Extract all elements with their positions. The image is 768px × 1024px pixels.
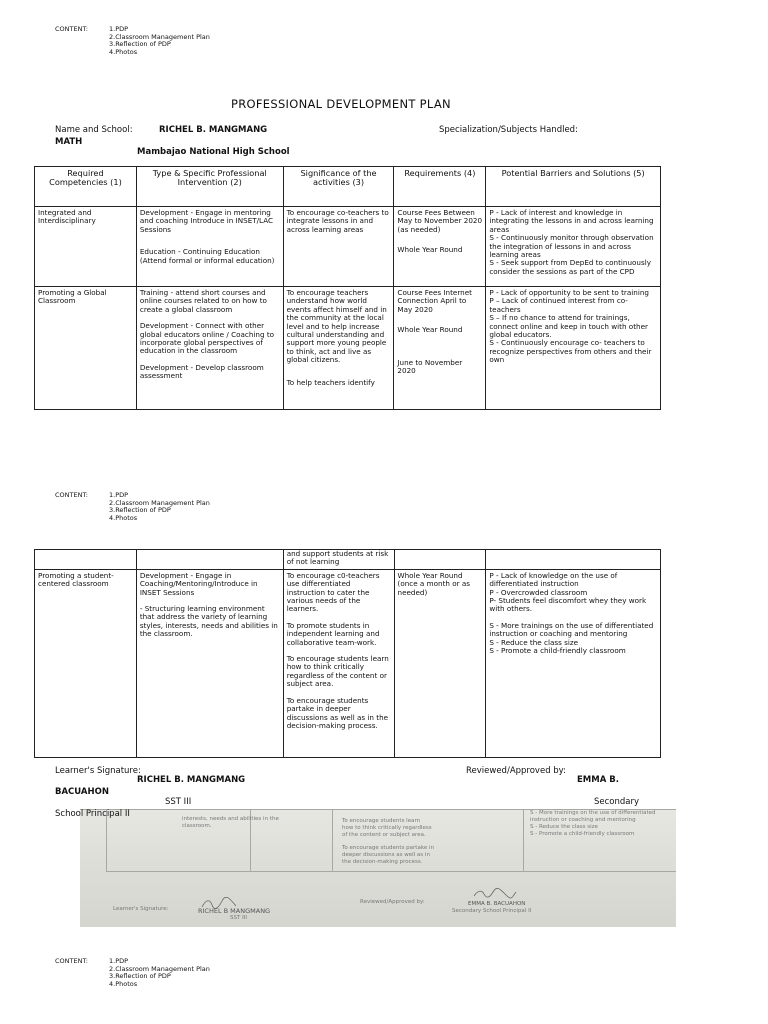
header-barriers: Potential Barriers and Solutions (5) xyxy=(486,167,661,207)
learner-signature-scribble xyxy=(200,897,240,911)
significance-cell: To encourage c0-teachers use differentiated instruction to cater the various needs of the learners. To promote students in independent learning and collaborative team-work. To encourage students learn how to think critically regardless of the content or subject area. To encourage students partake in deeper discussions as well as in the decision-making process. xyxy=(283,569,394,757)
photo-text: S - Promote a child-friendly classroom xyxy=(530,831,635,837)
content-index-middle xyxy=(55,492,275,524)
content-list xyxy=(109,26,210,56)
page-title: PROFESSIONAL DEVELOPMENT PLAN xyxy=(231,97,451,111)
specialization-label: Specialization/Subjects Handled: xyxy=(439,125,578,135)
reviewer-signature-scribble xyxy=(472,887,518,901)
photo-text: of the content or subject area. xyxy=(342,832,426,838)
header-requirements: Requirements (4) xyxy=(394,167,486,207)
content-list xyxy=(109,492,210,522)
barriers-cell: P - Lack of knowledge on the use of differentiated instruction P - Overcrowded classroom P- Students feel discomfort whey they work with others. S - More trainings on the use of differentiated instruction or coaching and mentoring S - Reduce the class size S - Promote a child-friendly classroom xyxy=(486,569,661,757)
reviewer-label: Reviewed/Approved by: xyxy=(466,766,566,776)
significance-cell: To encourage co-teachers to integrate lessons in and across learning areas xyxy=(283,207,394,287)
content-item: 1.PDP xyxy=(109,957,129,965)
photo-text: how to think critically regardless xyxy=(342,825,432,831)
content-item: 4.Photos xyxy=(109,513,138,522)
content-item: 3.Reflection of PDP xyxy=(109,972,171,980)
content-item: 2.Classroom Management Plan xyxy=(109,964,210,973)
intervention-cell: Training - attend short courses and online courses related to on how to create a global classroom Development - Connect with other global educators online / Coaching to incorporate global perspectives of education in the classroom Development - Develop classroom assessment xyxy=(136,287,283,410)
content-item: 4.Photos xyxy=(109,47,138,56)
photo-text: To encourage students partake in xyxy=(342,845,434,851)
learner-name: RICHEL B. MANGMANG xyxy=(137,775,246,785)
content-item: 3.Reflection of PDP xyxy=(109,40,171,48)
content-list xyxy=(109,958,210,988)
requirements-cell: Course Fees Internet Connection April to May 2020 Whole Year Round June to November 2020 xyxy=(394,287,486,410)
content-label: CONTENT: xyxy=(55,25,88,33)
content-index-bottom xyxy=(55,958,275,990)
document-photo xyxy=(80,809,676,927)
content-item: 2.Classroom Management Plan xyxy=(109,498,210,507)
photo-text: the decision-making process. xyxy=(342,859,423,865)
reviewer-name-1: EMMA B. xyxy=(577,775,619,785)
name-label: Name and School: xyxy=(55,125,133,135)
photo-learner-title: SST III xyxy=(230,915,247,921)
reviewer-title-1: Secondary xyxy=(594,797,640,807)
significance-cell: To encourage teachers understand how world events affect himself and in the community at the local level and to help increase cultural understanding and support more young people to think, act and live as global citizens. To help teachers identify xyxy=(283,287,394,410)
competency-cell: Integrated and Interdisciplinary xyxy=(35,207,137,287)
photo-text: S - More trainings on the use of differentiated xyxy=(530,810,656,816)
competency-cell: Promoting a student-centered classroom xyxy=(35,569,137,757)
header-significance: Significance of the activities (3) xyxy=(283,167,394,207)
content-item: 3.Reflection of PDP xyxy=(109,506,171,514)
content-item: 1.PDP xyxy=(109,491,129,499)
content-item: 4.Photos xyxy=(109,979,138,988)
content-label: CONTENT: xyxy=(55,957,88,965)
photo-text: classroom. xyxy=(182,823,212,829)
learner-signature-label: Learner's Signature: xyxy=(55,766,141,776)
photo-text: S - Reduce the class size xyxy=(530,824,598,830)
reviewer-title-2: School Principal II xyxy=(55,809,130,819)
significance-cell: and support students at risk of not learning xyxy=(283,550,394,570)
barriers-cell: P - Lack of opportunity to be sent to training P – Lack of continued interest from co-teachers S – If no chance to attend for trainings, connect online and keep in touch with other global educators. S - Continuously encourage co- teachers to recognize perspectives from others and their own xyxy=(486,287,661,410)
header-intervention: Type & Specific Professional Intervention (2) xyxy=(136,167,283,207)
competency-cell: Promoting a Global Classroom xyxy=(35,287,137,410)
content-item: 1.PDP xyxy=(109,25,129,33)
table-row xyxy=(35,207,661,287)
table-row xyxy=(35,569,661,757)
barriers-cell: P - Lack of interest and knowledge in integrating the lessons in and across learning areas S - Continuously monitor through observation the integration of lessons in and across learning areas S - Seek support from DepEd to continuously consider the sessions as part of the CPD xyxy=(486,207,661,287)
requirements-cell: Whole Year Round (once a month or as needed) xyxy=(394,569,486,757)
photo-reviewer-title: Secondary School Principal II xyxy=(452,908,532,914)
specialization-value: MATH xyxy=(55,137,83,147)
photo-learner-name: RICHEL B MANGMANG xyxy=(198,907,271,915)
photo-text: interests, needs and abilities in the xyxy=(182,816,279,822)
requirements-cell: Course Fees Between May to November 2020 (as needed) Whole Year Round xyxy=(394,207,486,287)
name-value: RICHEL B. MANGMANG xyxy=(159,125,268,135)
reviewer-name-2: BACUAHON xyxy=(55,787,109,797)
table-header-row xyxy=(35,167,661,207)
table-row xyxy=(35,287,661,410)
content-item: 2.Classroom Management Plan xyxy=(109,32,210,41)
content-label: CONTENT: xyxy=(55,491,88,499)
pdp-table xyxy=(34,166,661,410)
header-competencies: Required Competencies (1) xyxy=(35,167,137,207)
photo-reviewer-name: EMMA B. BACUAHON xyxy=(468,901,526,907)
school-name: Mambajao National High School xyxy=(137,147,290,157)
photo-reviewer-label: Reviewed/Approved by: xyxy=(360,899,425,905)
photo-text: instruction or coaching and mentoring xyxy=(530,817,636,823)
photo-text: To encourage students learn xyxy=(342,818,421,824)
table-row xyxy=(35,550,661,570)
photo-learner-label: Learner's Signature: xyxy=(113,906,169,912)
content-index-top xyxy=(55,26,275,58)
pdp-table-continued xyxy=(34,549,661,758)
photo-text: deeper discussions as well as in xyxy=(342,852,430,858)
intervention-cell: Development - Engage in mentoring and coaching Introduce in INSET/LAC Sessions Education - Continuing Education (Attend formal or informal education) xyxy=(136,207,283,287)
learner-title: SST III xyxy=(165,797,192,807)
intervention-cell: Development - Engage in Coaching/Mentoring/Introduce in INSET Sessions - Structuring learning environment that address the variety of learning styles, interests, needs and abilities in the classroom. xyxy=(136,569,283,757)
